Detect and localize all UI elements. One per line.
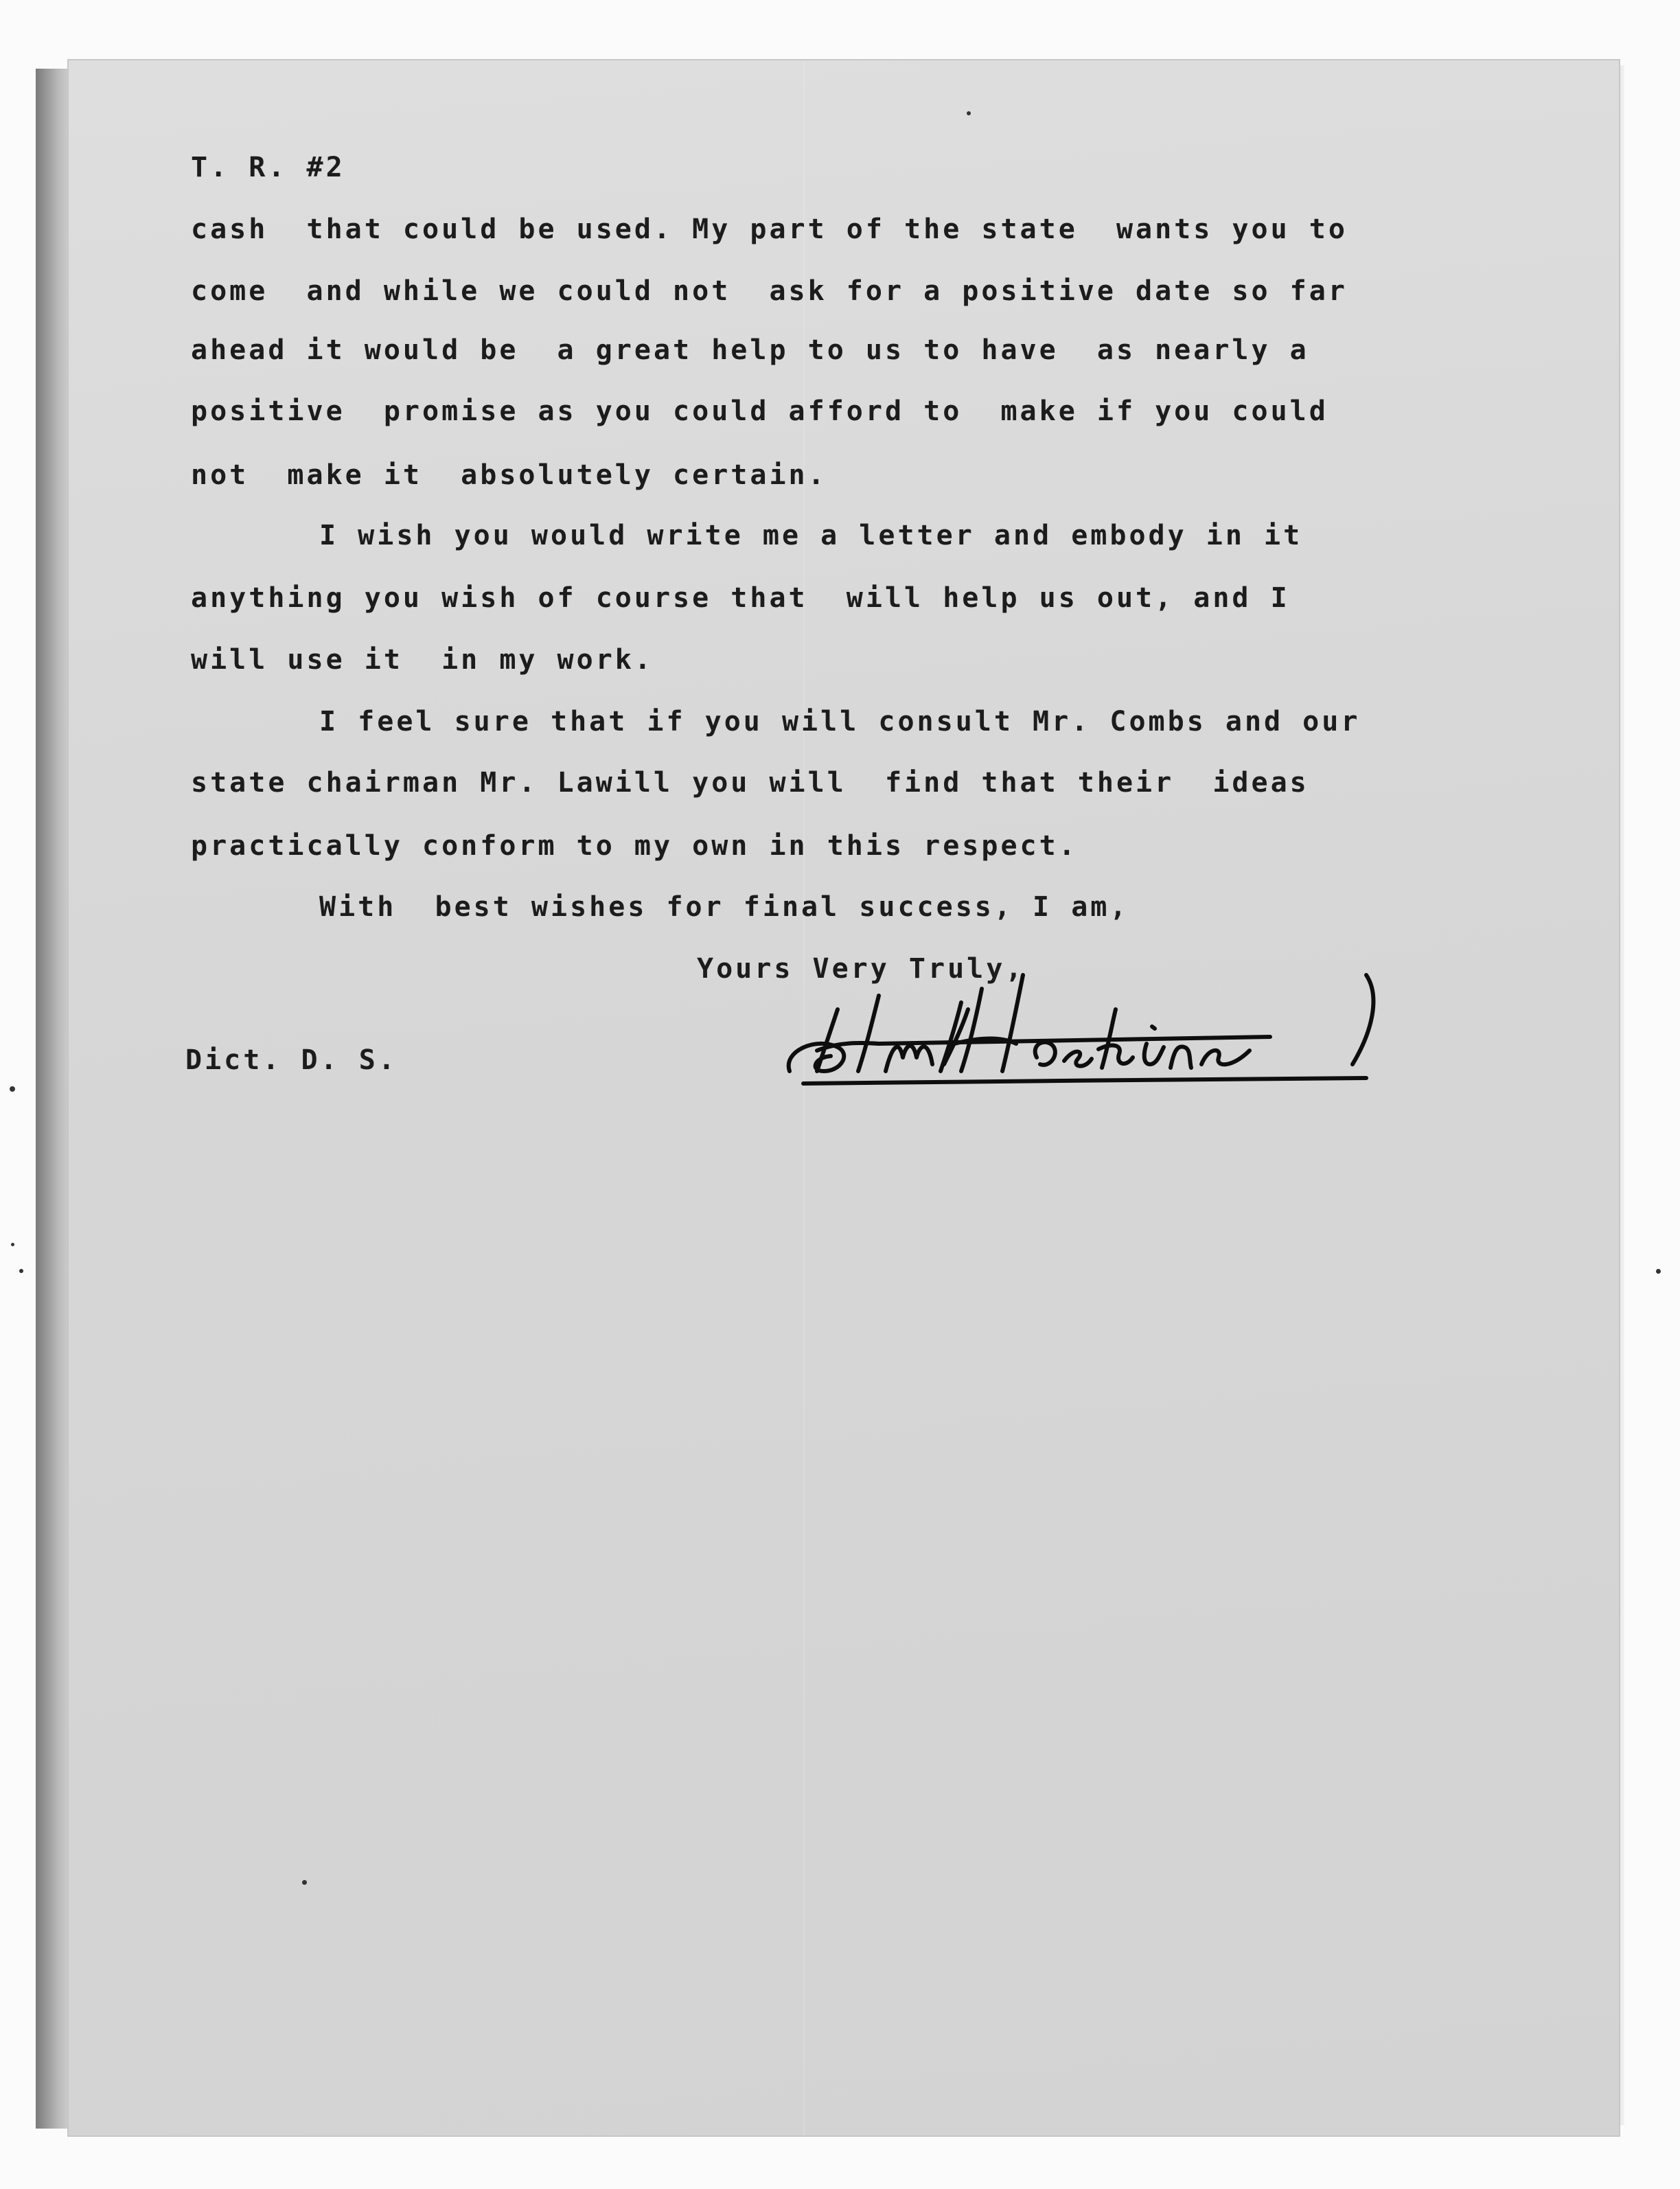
- page-header: T. R. #2: [191, 152, 345, 183]
- film-speck: [1656, 1269, 1661, 1274]
- body-line: cash that could be used. My part of the state wants you to: [191, 214, 1348, 245]
- body-line: practically conform to my own in this respect.: [191, 830, 1078, 862]
- film-speck: [967, 111, 971, 115]
- handwritten-signature: [776, 968, 1380, 1099]
- film-speck: [11, 1243, 14, 1246]
- body-line: not make it absolutely certain.: [191, 459, 827, 491]
- body-line: state chairman Mr. Lawill you will find that their ideas: [191, 767, 1309, 799]
- film-speck: [302, 1880, 307, 1885]
- signoff-line: Yours Very Truly,: [697, 953, 1025, 985]
- body-line: I wish you would write me a letter and embody in it: [319, 520, 1303, 551]
- body-line: ahead it would be a great help to us to have as nearly a: [191, 334, 1309, 366]
- film-speck: [10, 1086, 15, 1092]
- body-line: will use it in my work.: [191, 644, 654, 676]
- body-line: positive promise as you could afford to make if you could: [191, 396, 1328, 427]
- closing-line: With best wishes for final success, I am,: [319, 891, 1129, 923]
- film-speck: [19, 1269, 23, 1273]
- body-line: I feel sure that if you will consult Mr. Combs and our: [319, 706, 1361, 737]
- body-line: come and while we could not ask for a positive date so far: [191, 275, 1348, 307]
- dictation-note: Dict. D. S.: [185, 1044, 398, 1076]
- body-line: anything you wish of course that will help us out, and I: [191, 582, 1290, 614]
